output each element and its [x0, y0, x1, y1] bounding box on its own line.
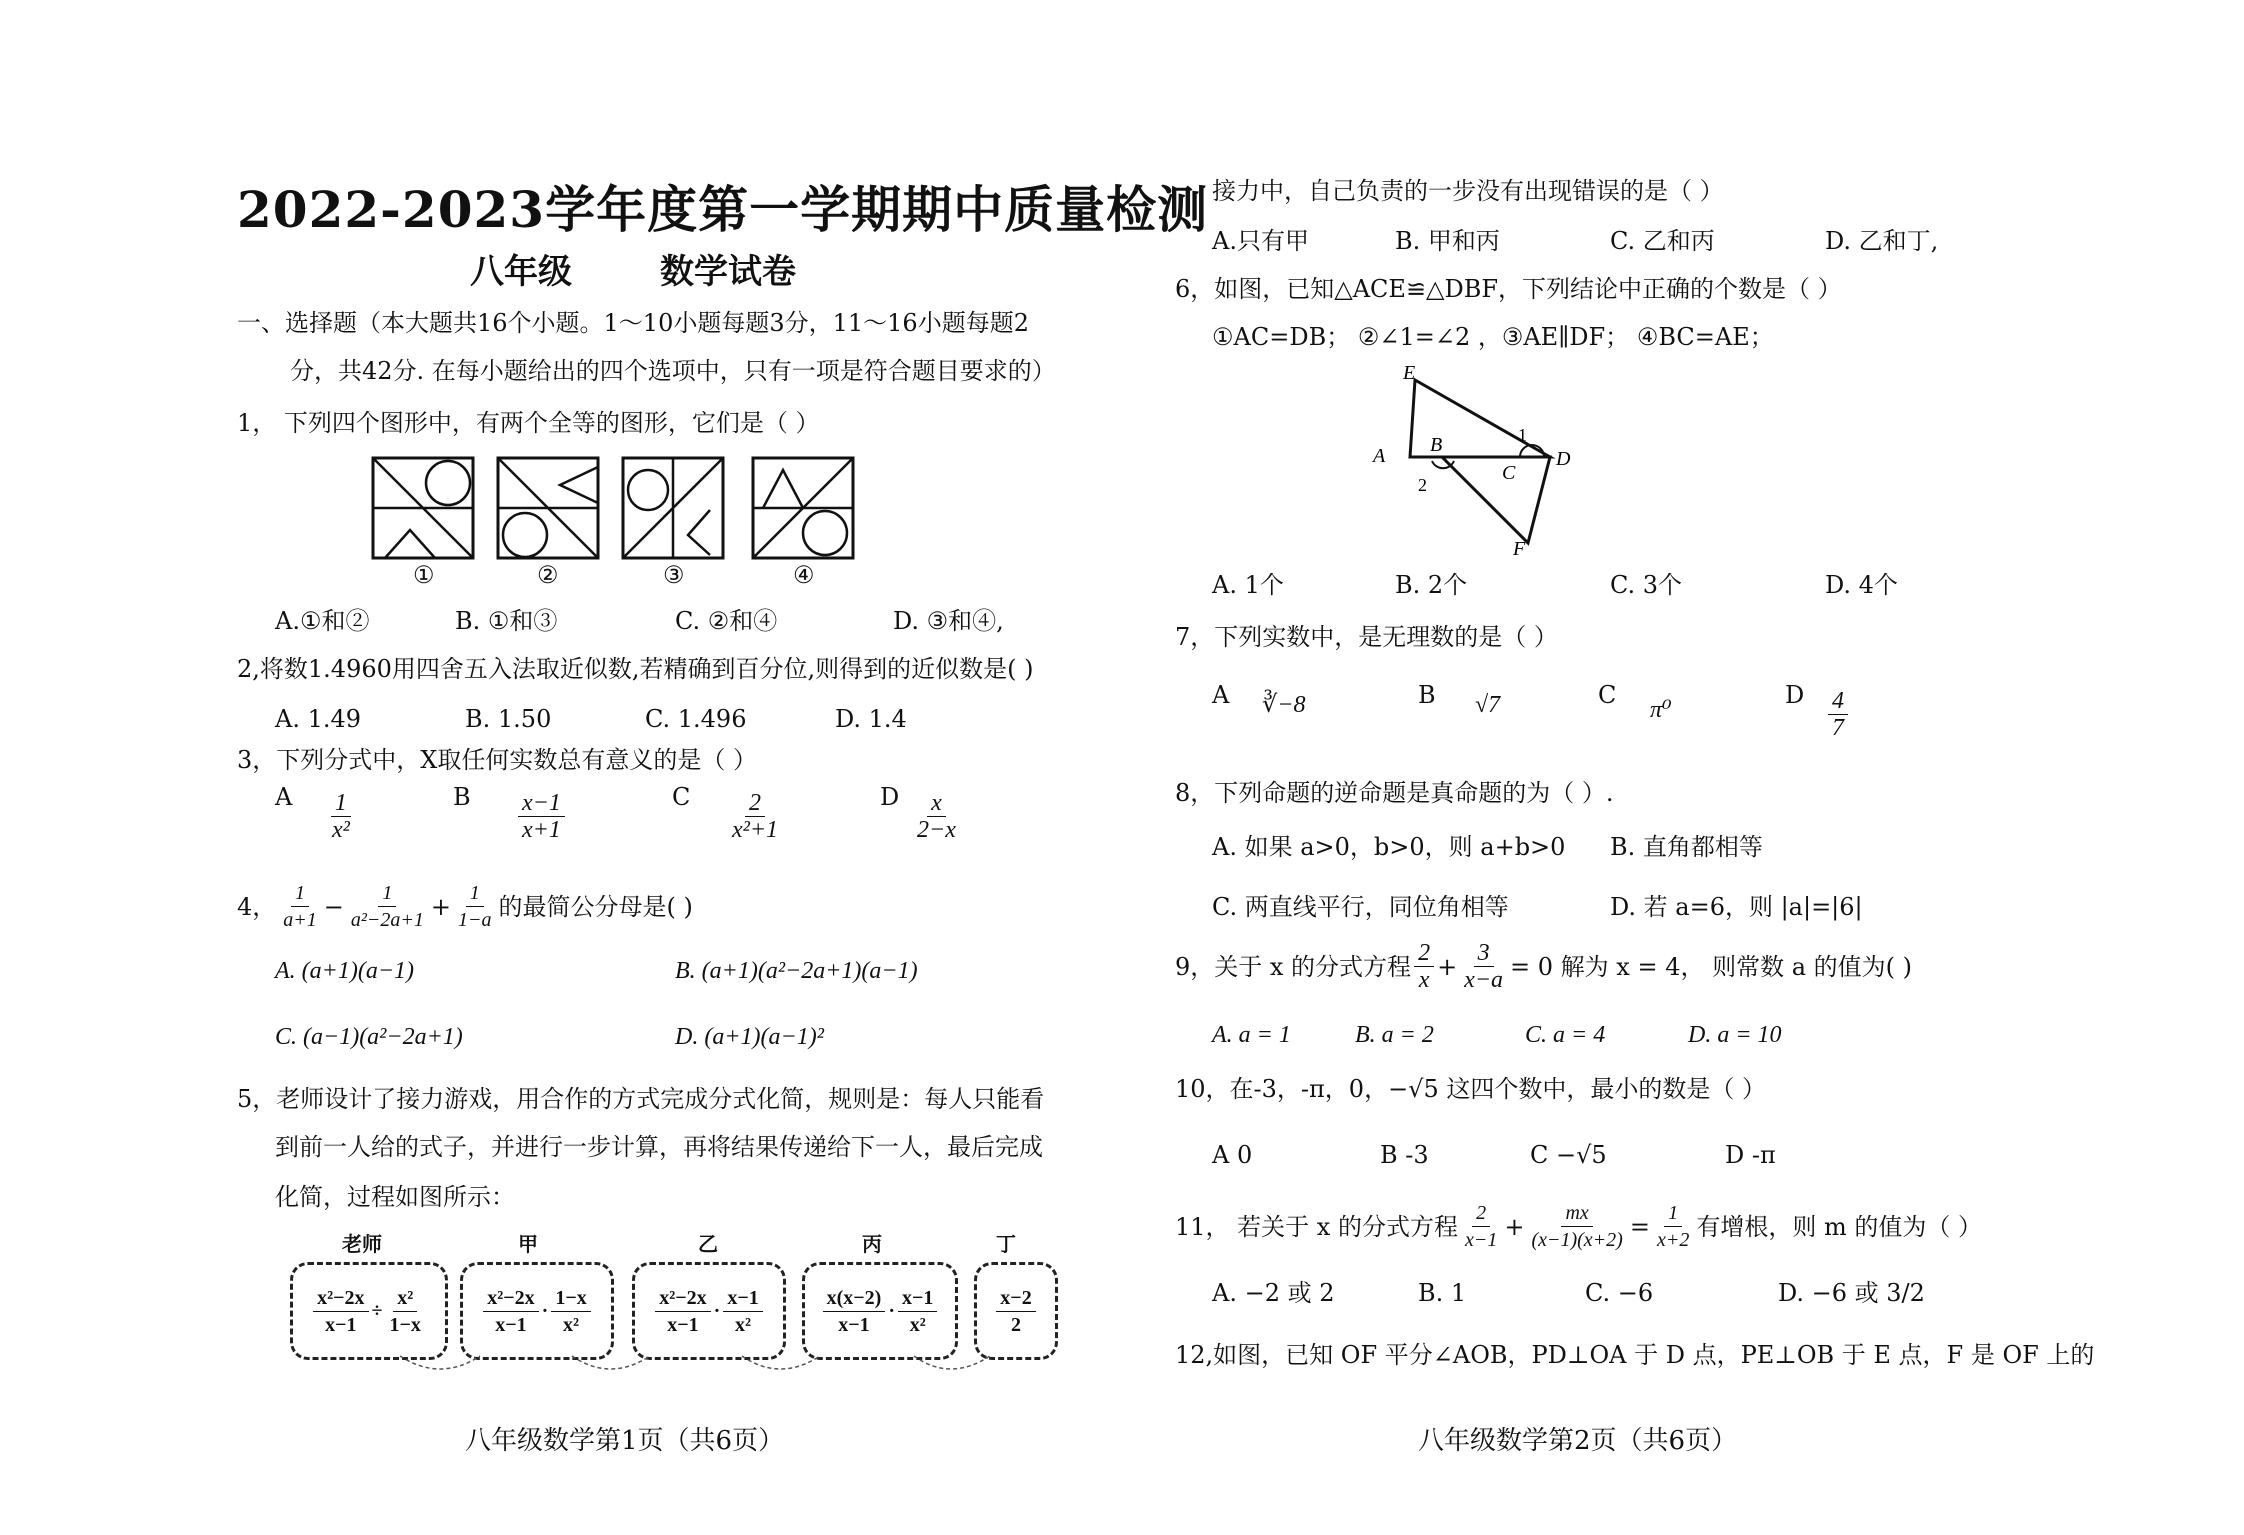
q3-letter-b: B	[453, 783, 471, 811]
question-5-line3: 化简，过程如图所示：	[275, 1183, 515, 1211]
q3-letter-c: C	[672, 783, 691, 811]
q7-letter-d: D	[1785, 681, 1805, 709]
q6-label-angle2: 2	[1418, 475, 1427, 495]
q11-eq: =	[1629, 1212, 1650, 1241]
q7-letter-b: B	[1418, 681, 1436, 709]
q5-b4-d2: x²	[909, 1313, 926, 1336]
q3-letter-d: D	[880, 783, 900, 811]
q5-box-teacher	[290, 1262, 448, 1360]
q5-b1-d2: 1−x	[389, 1313, 421, 1336]
question-10: 10，在-3，-π，0，−√5 这四个数中，最小的数是（ ）	[1175, 1075, 1766, 1103]
q5-b4-n1: x(x−2)	[823, 1285, 886, 1312]
q2-option-c: C. 1.496	[645, 705, 747, 733]
q5-person-teacher: 老师	[342, 1232, 382, 1256]
q9-suffix: = 0 解为 x = 4， 则常数 a 的值为( )	[1510, 952, 1913, 981]
q8-option-a: A. 如果 a>0，b>0，则 a+b>0	[1212, 833, 1566, 861]
q5-option-b: B. 甲和丙	[1395, 227, 1500, 255]
q1-figure-3	[623, 458, 723, 558]
q6-conditions: ①AC=DB； ②∠1=∠2 ，③AE∥DF； ④BC=AE；	[1212, 323, 1774, 351]
grade-label: 八年级	[470, 252, 572, 292]
q4-f2-num: 1	[378, 880, 396, 907]
q5-person-bing: 丙	[862, 1232, 882, 1256]
q5-b4-n2: x−1	[898, 1285, 937, 1312]
q1-label-4: ④	[793, 561, 815, 589]
q1-option-d: D. ③和④,	[893, 607, 1004, 635]
q4-option-c: C. (a−1)(a²−2a+1)	[275, 1024, 463, 1050]
q1-figure-4	[753, 458, 853, 558]
q11-option-c: C. −6	[1585, 1279, 1654, 1307]
q5-b4-d1: x−1	[838, 1313, 870, 1336]
q5-box-bing	[802, 1262, 958, 1360]
q7-option-c: π⁰	[1650, 697, 1672, 723]
q1-figure-1	[373, 458, 473, 558]
q2-option-b: B. 1.50	[465, 705, 552, 733]
q5-relay-arrows	[290, 1352, 1070, 1392]
subject-label: 数学试卷	[660, 252, 796, 292]
question-2: 2,将数1.4960用四舍五入法取近似数,若精确到百分位,则得到的近似数是( )	[237, 655, 1034, 683]
q11-f1-den: x−1	[1464, 1229, 1498, 1251]
q5-option-d: D. 乙和丁,	[1825, 227, 1939, 255]
q5-b2-op: ·	[541, 1299, 549, 1322]
q4-option-d: D. (a+1)(a−1)²	[675, 1024, 824, 1050]
q5-b3-d1: x−1	[667, 1313, 699, 1336]
q2-option-a: A. 1.49	[275, 705, 362, 733]
q9-f1-den: x	[1418, 967, 1430, 993]
q4-suffix: 的最简公分母是( )	[498, 892, 693, 921]
q6-triangle-figure	[1370, 362, 1571, 565]
question-6: 6，如图，已知△ACE≌△DBF，下列结论中正确的个数是（ ）	[1175, 275, 1842, 303]
section1-header-line1: 一、选择题（本大题共16个小题。1～10小题每题3分，11～16小题每题2	[237, 309, 1029, 337]
q7-d-num: 4	[1828, 688, 1848, 715]
q3-a-den: x²	[332, 817, 350, 843]
q6-option-c: C. 3个	[1610, 571, 1683, 599]
footer-page-2: 八年级数学第2页（共6页）	[1418, 1426, 1738, 1456]
q3-c-den: x²+1	[732, 817, 779, 843]
q11-plus: +	[1504, 1212, 1525, 1241]
q5-b2-n2: 1−x	[551, 1285, 590, 1312]
q6-option-a: A. 1个	[1212, 571, 1284, 599]
q2-option-d: D. 1.4	[835, 705, 907, 733]
q4-prefix: 4，	[237, 892, 277, 921]
q3-option-d	[910, 790, 963, 843]
q9-plus: +	[1437, 952, 1458, 981]
q11-f1-num: 2	[1472, 1200, 1490, 1227]
q1-label-3: ③	[663, 561, 685, 589]
q8-option-b: B. 直角都相等	[1610, 833, 1763, 861]
q5-option-a: A.只有甲	[1212, 227, 1309, 255]
q1-label-2: ②	[537, 561, 559, 589]
q5-box-jia	[460, 1262, 614, 1360]
q1-option-a: A.①和②	[275, 607, 370, 635]
q11-f3-den: x+2	[1656, 1229, 1690, 1251]
q11-option-a: A. −2 或 2	[1212, 1279, 1335, 1307]
q4-option-b: B. (a+1)(a²−2a+1)(a−1)	[675, 958, 918, 984]
q5-b3-d2: x²	[735, 1313, 752, 1336]
q5-person-jia: 甲	[518, 1232, 538, 1256]
q8-option-d: D. 若 a=6，则 |a|=|6|	[1610, 893, 1863, 921]
question-4	[237, 880, 693, 933]
q5-person-yi: 乙	[698, 1232, 718, 1256]
question-9	[1175, 940, 1912, 993]
q1-figures	[370, 455, 860, 560]
q5-continuation: 接力中，自己负责的一步没有出现错误的是（ ）	[1212, 177, 1724, 205]
q6-label-f: F	[1513, 538, 1526, 560]
q4-plus: +	[430, 892, 451, 921]
q4-f3-den: 1−a	[458, 909, 492, 931]
q5-box-ding	[974, 1262, 1058, 1360]
footer-page-1: 八年级数学第1页（共6页）	[465, 1426, 785, 1456]
q5-b1-op: ÷	[371, 1299, 383, 1322]
q4-f3-num: 1	[466, 880, 484, 907]
q5-b2-n1: x²−2x	[483, 1285, 538, 1312]
q5-person-ding: 丁	[996, 1232, 1016, 1256]
q11-f2-den: (x−1)(x+2)	[1531, 1229, 1623, 1251]
q3-b-num: x−1	[518, 790, 565, 817]
q5-b1-n1: x²−2x	[313, 1285, 368, 1312]
q5-box-yi	[632, 1262, 786, 1360]
q3-option-a	[325, 790, 357, 843]
q7-d-den: 7	[1832, 715, 1844, 741]
question-1: 1， 下列四个图形中，有两个全等的图形，它们是（ ）	[237, 409, 820, 437]
question-11	[1175, 1200, 1982, 1253]
question-3: 3，下列分式中，X取任何实数总有意义的是（ ）	[237, 746, 757, 774]
q4-minus: −	[323, 892, 344, 921]
q5-b2-d2: x²	[563, 1313, 580, 1336]
q9-f1-num: 2	[1414, 940, 1434, 967]
q6-label-c: C	[1502, 462, 1516, 484]
q11-prefix: 11， 若关于 x 的分式方程	[1175, 1212, 1458, 1241]
q9-option-c: C. a = 4	[1525, 1022, 1606, 1048]
q9-option-a: A. a = 1	[1212, 1022, 1291, 1048]
question-12: 12,如图，已知 OF 平分∠AOB，PD⊥OA 于 D 点，PE⊥OB 于 E 点，F 是 OF 上的	[1175, 1341, 2095, 1369]
q6-label-angle1: 1	[1518, 425, 1527, 445]
exam-title: 2022-2023学年度第一学期期中质量检测	[237, 180, 1209, 239]
q9-f2-den: x−a	[1464, 967, 1504, 993]
q4-option-a: A. (a+1)(a−1)	[275, 958, 415, 984]
q6-option-b: B. 2个	[1395, 571, 1468, 599]
q1-option-c: C. ②和④	[675, 607, 778, 635]
q1-option-b: B. ①和③	[455, 607, 558, 635]
q3-letter-a: A	[275, 783, 293, 811]
q10-option-d: D -π	[1725, 1141, 1776, 1169]
q10-option-b: B -3	[1380, 1141, 1429, 1169]
q9-option-d: D. a = 10	[1688, 1022, 1782, 1048]
q1-figure-2	[498, 458, 598, 558]
question-5-line2: 到前一人给的式子，并进行一步计算，再将结果传递给下一人，最后完成	[275, 1133, 1043, 1161]
q4-f1-num: 1	[291, 880, 309, 907]
q5-b2-d1: x−1	[495, 1313, 527, 1336]
q3-option-c	[725, 790, 785, 843]
q7-option-b: √7	[1475, 692, 1501, 718]
q11-option-b: B. 1	[1418, 1279, 1467, 1307]
q11-option-d: D. −6 或 3/2	[1778, 1279, 1925, 1307]
q7-letter-a: A	[1212, 681, 1230, 709]
q7-option-d	[1825, 688, 1851, 741]
q9-f2-num: 3	[1474, 940, 1494, 967]
q6-option-d: D. 4个	[1825, 571, 1898, 599]
q4-f1-den: a+1	[283, 909, 317, 931]
q11-suffix: 有增根，则 m 的值为（ ）	[1696, 1212, 1982, 1241]
q6-label-d: D	[1556, 448, 1571, 470]
q5-b4-op: ·	[888, 1299, 895, 1322]
q7-letter-c: C	[1598, 681, 1617, 709]
q5-b3-n2: x−1	[723, 1285, 762, 1312]
question-5-line1: 5，老师设计了接力游戏，用合作的方式完成分式化简，规则是：每人只能看	[237, 1085, 1045, 1113]
q6-label-a: A	[1373, 445, 1386, 467]
q5-b5-d1: 2	[1011, 1313, 1021, 1336]
q5-b5-n1: x−2	[996, 1285, 1035, 1312]
q3-c-num: 2	[745, 790, 765, 817]
q3-a-num: 1	[331, 790, 351, 817]
q6-label-e: E	[1403, 362, 1416, 384]
q11-f3-num: 1	[1664, 1200, 1682, 1227]
section1-header-line2: 分，共42分. 在每小题给出的四个选项中，只有一项是符合题目要求的）	[290, 357, 1056, 385]
q9-option-b: B. a = 2	[1355, 1022, 1434, 1048]
question-8: 8，下列命题的逆命题是真命题的为（ ）.	[1175, 779, 1614, 807]
q9-prefix: 9，关于 x 的分式方程	[1175, 952, 1412, 981]
q1-label-1: ①	[413, 561, 435, 589]
q5-b1-n2: x²	[393, 1285, 417, 1312]
q8-option-c: C. 两直线平行，同位角相等	[1212, 893, 1509, 921]
question-7: 7，下列实数中，是无理数的是（ ）	[1175, 623, 1558, 651]
q11-f2-num: mx	[1561, 1200, 1592, 1227]
q7-option-a: ∛−8	[1262, 692, 1306, 718]
q6-label-b: B	[1430, 434, 1443, 456]
q5-b3-op: ·	[713, 1299, 721, 1322]
q3-b-den: x+1	[522, 817, 561, 843]
q3-d-num: x	[927, 790, 946, 817]
q3-d-den: 2−x	[917, 817, 956, 843]
q3-option-b	[515, 790, 568, 843]
q4-f2-den: a²−2a+1	[350, 909, 424, 931]
q5-option-c: C. 乙和丙	[1610, 227, 1715, 255]
q5-b1-d1: x−1	[325, 1313, 357, 1336]
q10-option-c: C −√5	[1530, 1141, 1607, 1169]
q5-b3-n1: x²−2x	[655, 1285, 710, 1312]
q10-option-a: A 0	[1212, 1141, 1253, 1169]
